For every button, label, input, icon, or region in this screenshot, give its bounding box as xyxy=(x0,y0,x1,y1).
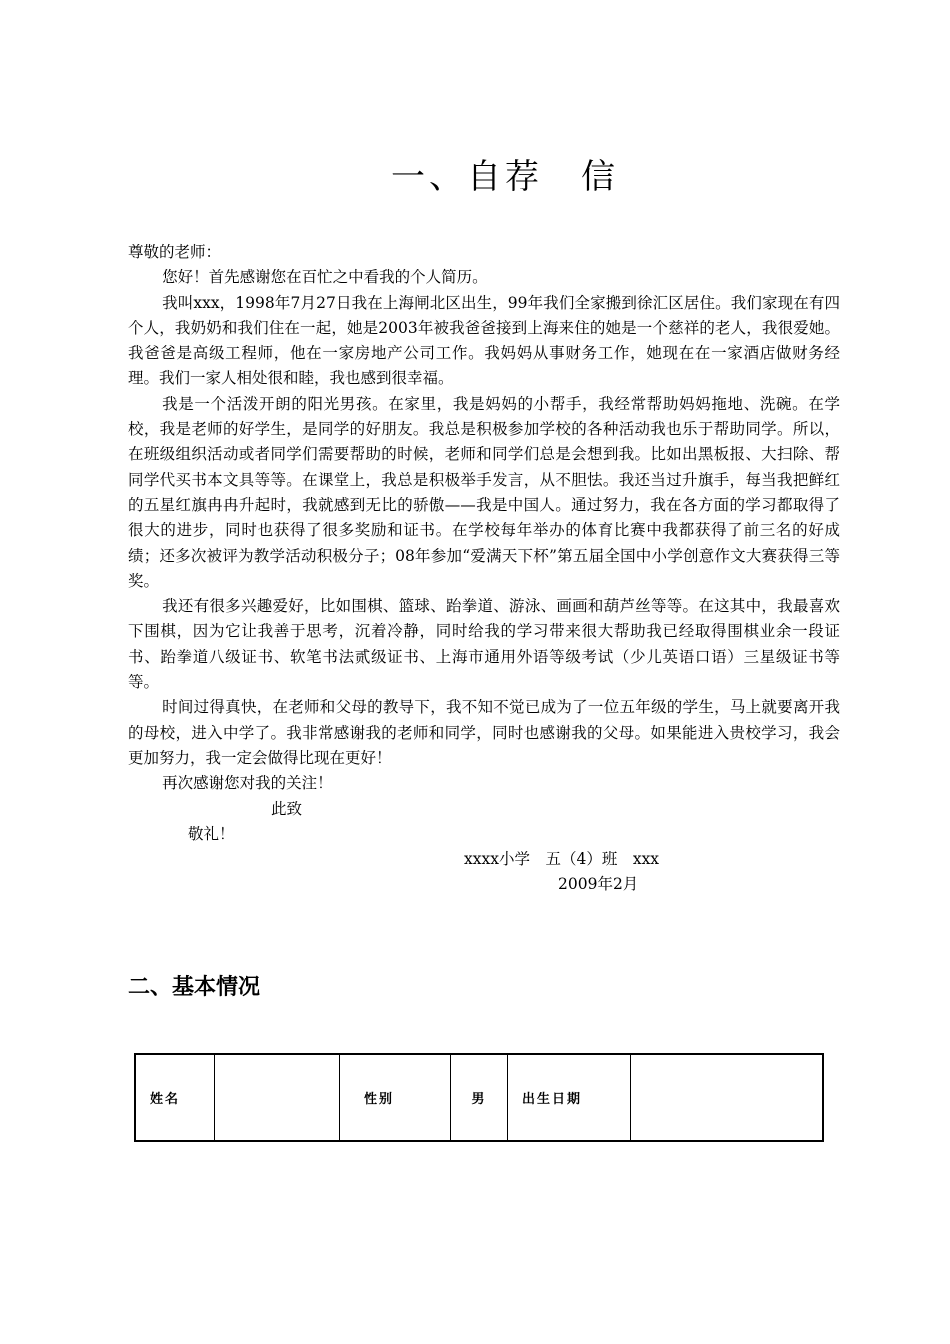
paragraph-family: 我叫xxx，1998年7月27日我在上海闸北区出生，99年我们全家搬到徐汇区居住。我们家现在有四个人，我奶奶和我们住在一起，她是2003年被我爸爸接到上海来住的她是一个慈祥的老人，我很爱她。我爸爸是高级工程师，他在一家房地产公司工作。我妈妈从事财务工作，她现在在一家酒店做财务经理。我们一家人相处很和睦，我也感到很幸福。 xyxy=(128,293,840,388)
closing-cizhi: 此致 xyxy=(271,799,303,818)
paragraph-greeting: 您好！首先感谢您在百忙之中看我的个人简历。 xyxy=(162,268,488,287)
paragraph-thanks: 再次感谢您对我的关注！ xyxy=(162,774,333,793)
cover-letter xyxy=(128,240,840,898)
birth-label-cell: 出生日期 xyxy=(508,1054,631,1141)
paragraph-graduation: 时间过得真快，在老师和父母的教导下，我不知不觉已成为了一位五年级的学生，马上就要离开我的母校，进入中学了。我非常感谢我的老师和同学，同时也感谢我的父母。如果能进入贵校学习，我会更加努力，我一定会做得比现在更好！ xyxy=(128,698,840,767)
paragraph-hobbies: 我还有很多兴趣爱好，比如围棋、篮球、跆拳道、游泳、画画和葫芦丝等等。在这其中，我最喜欢下围棋，因为它让我善于思考，沉着冷静，同时给我的学习带来很大帮助我已经取得围棋业余一段证书、跆拳道八级证书、软笔书法贰级证书、上海市通用外语等级考试（少儿英语口语）三星级证书等等。 xyxy=(128,597,840,692)
closing-jingli: 敬礼！ xyxy=(188,824,235,843)
basic-info-table xyxy=(134,1053,824,1142)
name-value-cell xyxy=(215,1054,340,1141)
paragraph-personality: 我是一个活泼开朗的阳光男孩。在家里，我是妈妈的小帮手，我经常帮助妈妈拖地、洗碗。在学校，我是老师的好学生，是同学的好朋友。我总是积极参加学校的各种活动我也乐于帮助同学。所以，在班级组织活动或者同学们需要帮助的时候，老师和同学们总是会想到我。比如出黑板报、大扫除、帮同学代买书本文具等等。在课堂上，我总是积极举手发言，从不胆怯。我还当过升旗手，每当我把鲜红的五星红旗冉冉升起时，我就感到无比的骄傲——我是中国人。通过努力，我在各方面的学习都取得了很大的进步，同时也获得了很多奖励和证书。在学校每年举办的体育比赛中我都获得了前三名的好成绩；还多次被评为教学活动积极分子；08年参加“爱满天下杯”第五届全国中小学创意作文大赛获得三等奖。 xyxy=(128,394,840,590)
letter-title: 一、自荐 信 xyxy=(391,157,619,197)
section-basic-info-title: 二、基本情况 xyxy=(128,975,261,1000)
birth-value-cell xyxy=(631,1054,824,1141)
signature-school: xxxx小学 五（4）班 xxx xyxy=(464,850,660,869)
name-label-cell: 姓名 xyxy=(135,1054,215,1141)
gender-value-cell: 男 xyxy=(451,1054,508,1141)
table-row xyxy=(135,1054,823,1141)
gender-label-cell: 性别 xyxy=(340,1054,451,1141)
salutation: 尊敬的老师： xyxy=(128,243,222,261)
signature-date: 2009年2月 xyxy=(558,875,639,894)
